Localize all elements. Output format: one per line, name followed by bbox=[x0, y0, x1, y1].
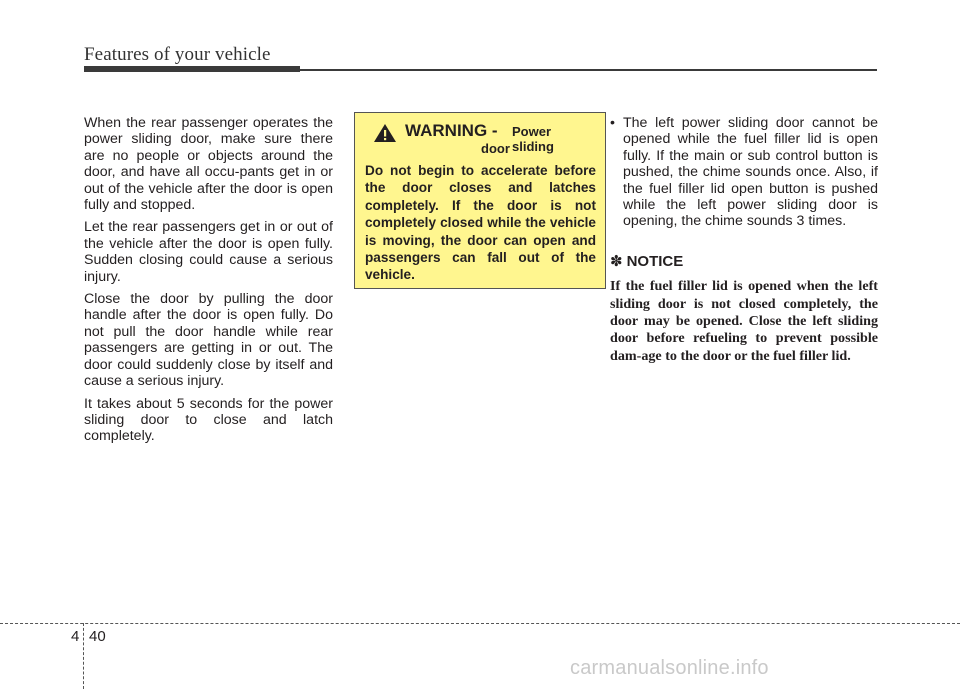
page-chapter-number: 4 bbox=[71, 628, 80, 645]
bullet-item bbox=[610, 115, 878, 230]
bullet-marker: • bbox=[610, 115, 615, 131]
right-column bbox=[610, 115, 878, 365]
warning-body: Do not begin to accelerate before the door closes and latches completely. If the door is not completely closed while the vehicle is moving, the door can open and passengers can fall out of the vehicle. bbox=[365, 163, 596, 283]
footer-divider bbox=[83, 623, 84, 689]
left-column bbox=[84, 115, 333, 451]
page-number: 40 bbox=[89, 628, 106, 645]
header-bar bbox=[84, 66, 300, 72]
notice-heading bbox=[610, 254, 878, 270]
warning-label: WARNING - bbox=[405, 121, 498, 140]
left-paragraph-2: Let the rear passengers get in or out of the vehicle after the door is open fully. Sudden closing could cause a serious injury. bbox=[84, 219, 333, 285]
warning-triangle-icon bbox=[373, 123, 397, 143]
warning-header bbox=[365, 121, 596, 161]
left-paragraph-4: It takes about 5 seconds for the power sliding door to close and latch completely. bbox=[84, 395, 333, 445]
warning-subject-line2: door bbox=[481, 141, 510, 156]
notice-body: If the fuel filler lid is opened when the left sliding door is not closed completely, the door may be opened. Close the left sliding door before refueling to prevent possible dam-age to the door or the fuel filler lid. bbox=[610, 278, 878, 364]
watermark: carmanualsonline.info bbox=[570, 657, 769, 679]
warning-subject-line1: Power sliding bbox=[512, 124, 554, 154]
notice-mark-icon: ✽ bbox=[610, 252, 623, 270]
left-paragraph-3: Close the door by pulling the door handle after the door is open fully. Do not pull the door handle while rear passengers are getting in or out. The door could suddenly close by itself and cause a serious injury. bbox=[84, 291, 333, 390]
warning-box bbox=[354, 112, 606, 289]
footer-rule bbox=[0, 623, 960, 624]
bullet-text: The left power sliding door cannot be opened while the fuel filler lid is open fully. If the main or sub control button is pushed, the chime sounds once. Also, if the fuel filler lid open button is pushed while the left power sliding door is opening, the chime sounds 3 times. bbox=[623, 115, 878, 230]
header-rule bbox=[300, 69, 877, 71]
notice-title: NOTICE bbox=[626, 252, 684, 270]
left-paragraph-1: When the rear passenger operates the power sliding door, make sure there are no people or objects around the door, and have all occu-pants get in or out of the vehicle after the door is open fully and stopped. bbox=[84, 115, 333, 214]
page-header-title: Features of your vehicle bbox=[84, 44, 271, 65]
